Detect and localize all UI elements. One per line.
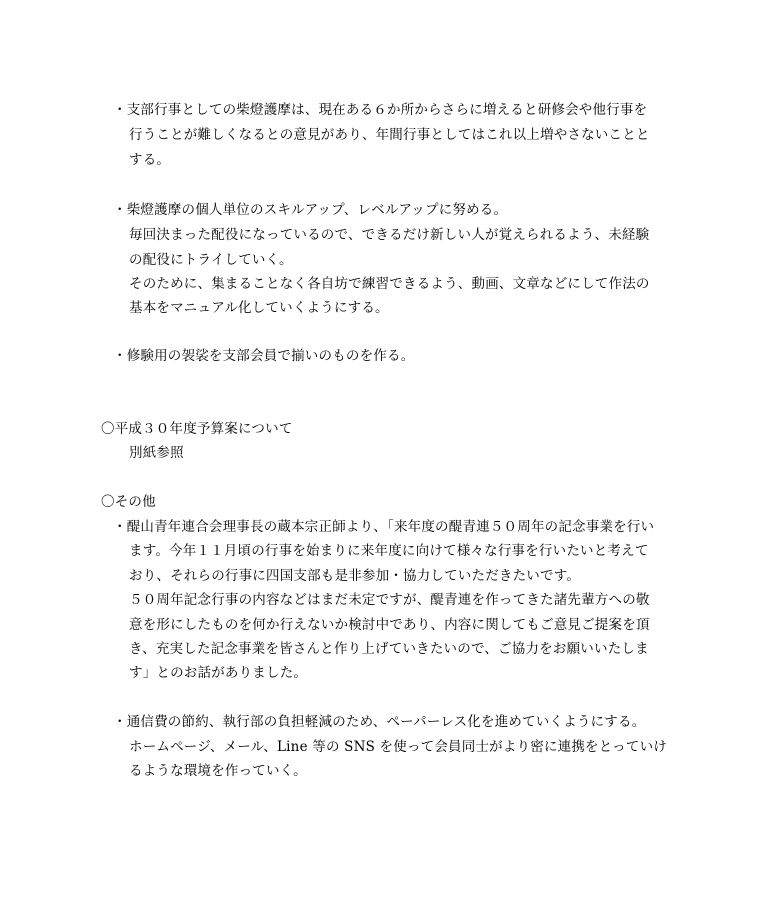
bullet-text-line: 行うことが難しくなるとの意見があり、年間行事としてはこれ以上増やさないことと [129, 127, 650, 143]
bullet-text-line: 毎回決まった配役になっているので、できるだけ新しい人が覚えられるよう、未経験 [129, 227, 650, 243]
bullet-text-line: 意を形にしたものを何か行えないか検討中であり、内容に関してもご意見ご提案を頂 [129, 617, 650, 633]
other-heading: 〇その他 [101, 494, 156, 510]
budget-body: 別紙参照 [129, 445, 184, 461]
bullet-text-line: の配役にトライしていく。 [129, 252, 293, 268]
bullet-paperless: ・通信費の節約、執行部の負担軽減のため、ペーパーレス化を進めていくようにする。 [113, 714, 646, 730]
bullet-text-line: ５０周年記念行事の内容などはまだ未定ですが、醍青連を作ってきた諸先輩方への敬 [129, 592, 650, 608]
bullet-text-line: する。 [129, 152, 171, 168]
bullet-text-line: す」とのお話がありました。 [129, 665, 308, 681]
bullet-text-line: ホームページ、メール、Line 等の SNS を使って会員同士がより密に連携をとっていけ [129, 739, 667, 755]
bullet-text-line: おり、それらの行事に四国支部も是非参加・協力していただきたいです。 [129, 568, 581, 584]
bullet-text-line: き、充実した記念事業を皆さんと作り上げていきたいので、ご協力をお願いいたしま [129, 641, 649, 657]
bullet-text-line: そのために、集まることなく各自坊で練習できるよう、動画、文章などにして作法の [129, 276, 650, 292]
bullet-text-line: ます。今年１１月頃の行事を始まりに来年度に向けて様々な行事を行いたいと考えて [129, 543, 649, 559]
bullet-saito-goma-limit: ・支部行事としての柴燈護摩は、現在ある６か所からさらに増えると研修会や他行事を [113, 102, 648, 118]
bullet-kesa: ・修験用の袈裟を支部会員で揃いのものを作る。 [113, 348, 415, 364]
bullet-skill-up: ・柴燈護摩の個人単位のスキルアップ、レベルアップに努める。 [113, 202, 508, 218]
bullet-text-line: 基本をマニュアル化していくようにする。 [129, 300, 389, 316]
budget-heading: 〇平成３０年度予算案について [101, 421, 293, 437]
bullet-text-line: るような環境を作っていく。 [129, 763, 307, 779]
bullet-anniversary: ・醍山青年連合会理事長の蔵本宗正師より、「来年度の醍青連５０周年の記念事業を行い [113, 519, 655, 535]
